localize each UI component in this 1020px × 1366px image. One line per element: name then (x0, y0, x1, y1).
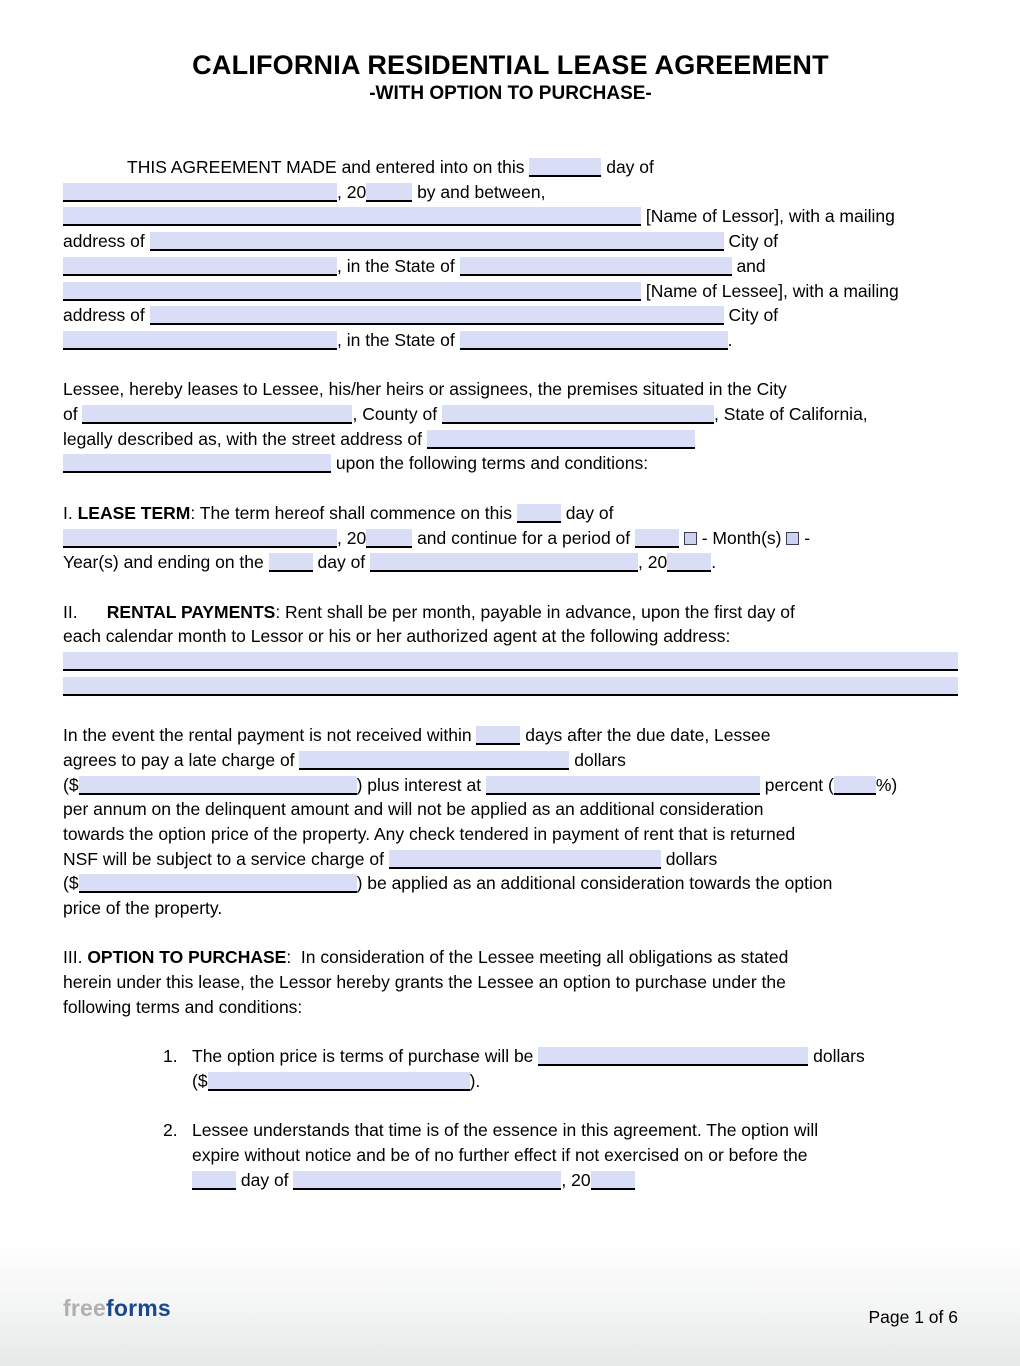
paragraph (63, 155, 958, 353)
text-run: each calendar month to Lessor or his or her authorized agent at the following address: (63, 626, 731, 647)
blank-field[interactable] (366, 529, 412, 548)
text-run: NSF will be subject to a service charge of (63, 848, 389, 869)
text-run: towards the option price of the property. Any check tendered in payment of rent that is returned (63, 823, 796, 844)
blank-field[interactable] (370, 553, 638, 572)
blank-field[interactable] (834, 776, 876, 795)
text-run: percent ( (759, 774, 834, 795)
text-line (63, 402, 958, 427)
text-line (63, 451, 958, 476)
blank-field[interactable] (63, 282, 641, 301)
text-run: In the event the rental payment is not received within (63, 725, 477, 746)
blank-field[interactable] (63, 529, 337, 548)
blank-field[interactable] (82, 405, 352, 424)
logo-text-free: free (63, 1295, 106, 1321)
text-line (63, 847, 958, 872)
blank-field[interactable] (591, 1171, 635, 1190)
text-run: , 20 (561, 1169, 591, 1190)
text-line (63, 624, 958, 649)
text-line (192, 1118, 958, 1143)
blank-field[interactable] (79, 874, 357, 893)
text-line (63, 155, 958, 180)
text-run: , 20 (337, 527, 367, 548)
list-marker: 2. (163, 1120, 178, 1141)
text-run: : Rent shall be per month, payable in advance, upon the first day of (275, 601, 795, 622)
text-run: THIS AGREEMENT MADE and entered into on this (127, 157, 530, 178)
text-run: of (63, 404, 83, 425)
text-run: , State of California, (713, 404, 868, 425)
blank-field[interactable] (150, 232, 724, 251)
blank-field[interactable] (442, 405, 714, 424)
list-item (163, 1118, 958, 1192)
text-run: - Month(s) (696, 527, 787, 548)
freeforms-logo[interactable] (63, 1295, 171, 1322)
text-line (63, 822, 958, 847)
checkbox[interactable] (684, 532, 697, 545)
text-run: day of (601, 157, 654, 178)
blank-field[interactable] (635, 529, 679, 548)
text-run: City of (723, 231, 779, 252)
text-run: address of (63, 231, 150, 252)
text-run: %) (875, 774, 898, 795)
text-run: Lessee, hereby leases to Lessee, his/her heirs or assignees, the premises situated in the City (63, 379, 787, 400)
text-line (63, 674, 958, 699)
text-run: RENTAL PAYMENTS (106, 601, 276, 622)
text-run: following terms and conditions: (63, 996, 303, 1017)
blank-field[interactable] (476, 726, 520, 745)
text-line (63, 550, 958, 575)
text-line (63, 526, 958, 551)
text-run: agrees to pay a late charge of (63, 749, 300, 770)
tab-indent (63, 172, 127, 173)
text-line (63, 945, 958, 970)
blank-field[interactable] (63, 183, 337, 202)
blank-field[interactable] (63, 207, 641, 226)
blank-field[interactable] (389, 850, 661, 869)
text-run: , in the State of (337, 255, 460, 276)
text-run: - (799, 527, 811, 548)
text-run: address of (63, 305, 150, 326)
text-run: , County of (352, 404, 442, 425)
text-run: dollars (808, 1046, 865, 1067)
text-line (63, 501, 958, 526)
text-line (63, 377, 958, 402)
logo-text-forms: forms (106, 1295, 171, 1321)
text-run: per annum on the delinquent amount and will not be applied as an additional consideration (63, 799, 764, 820)
paragraph (63, 600, 958, 699)
text-run: LEASE TERM (77, 502, 191, 523)
document-title: CALIFORNIA RESIDENTIAL LEASE AGREEMENT (192, 50, 829, 80)
text-line (192, 1143, 958, 1168)
text-run: [Name of Lessee], with a mailing (641, 280, 899, 301)
page-footer (63, 1295, 958, 1328)
text-line (63, 180, 958, 205)
text-run: Lessee understands that time is of the essence in this agreement. The option will (192, 1120, 819, 1141)
text-run: Year(s) and ending on the (63, 552, 269, 573)
paragraph (63, 377, 958, 476)
blank-field[interactable] (538, 1047, 808, 1066)
blank-field[interactable] (63, 454, 331, 473)
text-run: day of (312, 552, 371, 573)
text-run: ($ (192, 1070, 208, 1091)
text-line (63, 204, 958, 229)
paragraph (63, 723, 958, 921)
text-line (63, 773, 958, 798)
blank-field[interactable] (366, 183, 412, 202)
text-line (63, 723, 958, 748)
blank-field[interactable] (460, 257, 732, 276)
text-run: [Name of Lessor], with a mailing (641, 206, 895, 227)
text-run: : In consideration of the Lessee meeting all obligations as stated (286, 947, 789, 968)
text-line (192, 1044, 958, 1069)
text-run: ) be applied as an additional consideration towards the option (356, 873, 833, 894)
text-run: day of (236, 1169, 294, 1190)
blank-field[interactable] (427, 430, 695, 449)
text-line (63, 896, 958, 921)
text-run: dollars (660, 848, 718, 869)
blank-field[interactable] (667, 553, 711, 572)
text-run: expire without notice and be of no further effect if not exercised on or before the (192, 1145, 808, 1166)
text-run: legally described as, with the street address of (63, 428, 427, 449)
text-run: . (727, 329, 733, 350)
blank-field[interactable] (486, 776, 760, 795)
text-run: City of (723, 305, 779, 326)
document-body (63, 155, 958, 1192)
text-run: price of the property. (63, 898, 223, 919)
text-line (63, 279, 958, 304)
blank-field[interactable] (150, 306, 724, 325)
blank-field[interactable] (529, 158, 601, 177)
text-run: , 20 (638, 552, 668, 573)
document-subtitle: -WITH OPTION TO PURCHASE- (369, 83, 652, 105)
text-run: ($ (63, 774, 79, 795)
text-run: III. (63, 947, 88, 968)
text-run: and continue for a period of (412, 527, 635, 548)
text-run: and (731, 255, 766, 276)
text-run: , 20 (337, 181, 367, 202)
text-run: : The term hereof shall commence on this (190, 502, 517, 523)
blank-field[interactable] (208, 1072, 470, 1091)
blank-field[interactable] (63, 257, 337, 276)
text-run: upon the following terms and conditions: (331, 453, 649, 474)
text-line (192, 1069, 958, 1094)
blank-field[interactable] (192, 1171, 236, 1190)
text-run: . (711, 552, 717, 573)
text-run: OPTION TO PURCHASE (87, 947, 287, 968)
blank-field[interactable] (460, 331, 728, 350)
text-run: The option price is terms of purchase will be (192, 1046, 539, 1067)
text-line (63, 871, 958, 896)
text-run: days after the due date, Lessee (520, 725, 771, 746)
text-run: day of (560, 502, 614, 523)
text-line (63, 600, 958, 625)
text-run: ). (469, 1070, 481, 1091)
text-line (63, 748, 958, 773)
text-line (63, 229, 958, 254)
checkbox[interactable] (786, 532, 799, 545)
text-line (63, 970, 958, 995)
text-run: ($ (63, 873, 79, 894)
text-line (192, 1168, 958, 1193)
blank-field[interactable] (269, 553, 313, 572)
blank-field[interactable] (299, 751, 569, 770)
text-run: ) plus interest at (356, 774, 486, 795)
text-line (63, 427, 958, 452)
text-run: II. (63, 601, 107, 622)
blank-field[interactable] (517, 504, 561, 523)
text-run: herein under this lease, the Lessor hereby grants the Lessee an option to purchase under the (63, 972, 786, 993)
blank-field[interactable] (63, 331, 337, 350)
blank-field[interactable] (293, 1171, 561, 1190)
text-line (63, 254, 958, 279)
text-line (63, 303, 958, 328)
blank-field[interactable] (63, 652, 958, 671)
blank-field[interactable] (79, 776, 357, 795)
text-line (63, 995, 958, 1020)
text-run: I. (63, 502, 78, 523)
text-line (63, 797, 958, 822)
text-line (63, 328, 958, 353)
text-run: , in the State of (337, 329, 460, 350)
text-run: dollars (569, 749, 626, 770)
paragraph (63, 501, 958, 575)
page-indicator: Page 1 of 6 (868, 1307, 958, 1327)
text-line (63, 649, 958, 674)
list-marker: 1. (163, 1046, 178, 1067)
text-run: by and between, (412, 181, 546, 202)
blank-field[interactable] (63, 677, 958, 696)
list-item (163, 1044, 958, 1093)
paragraph (63, 945, 958, 1019)
